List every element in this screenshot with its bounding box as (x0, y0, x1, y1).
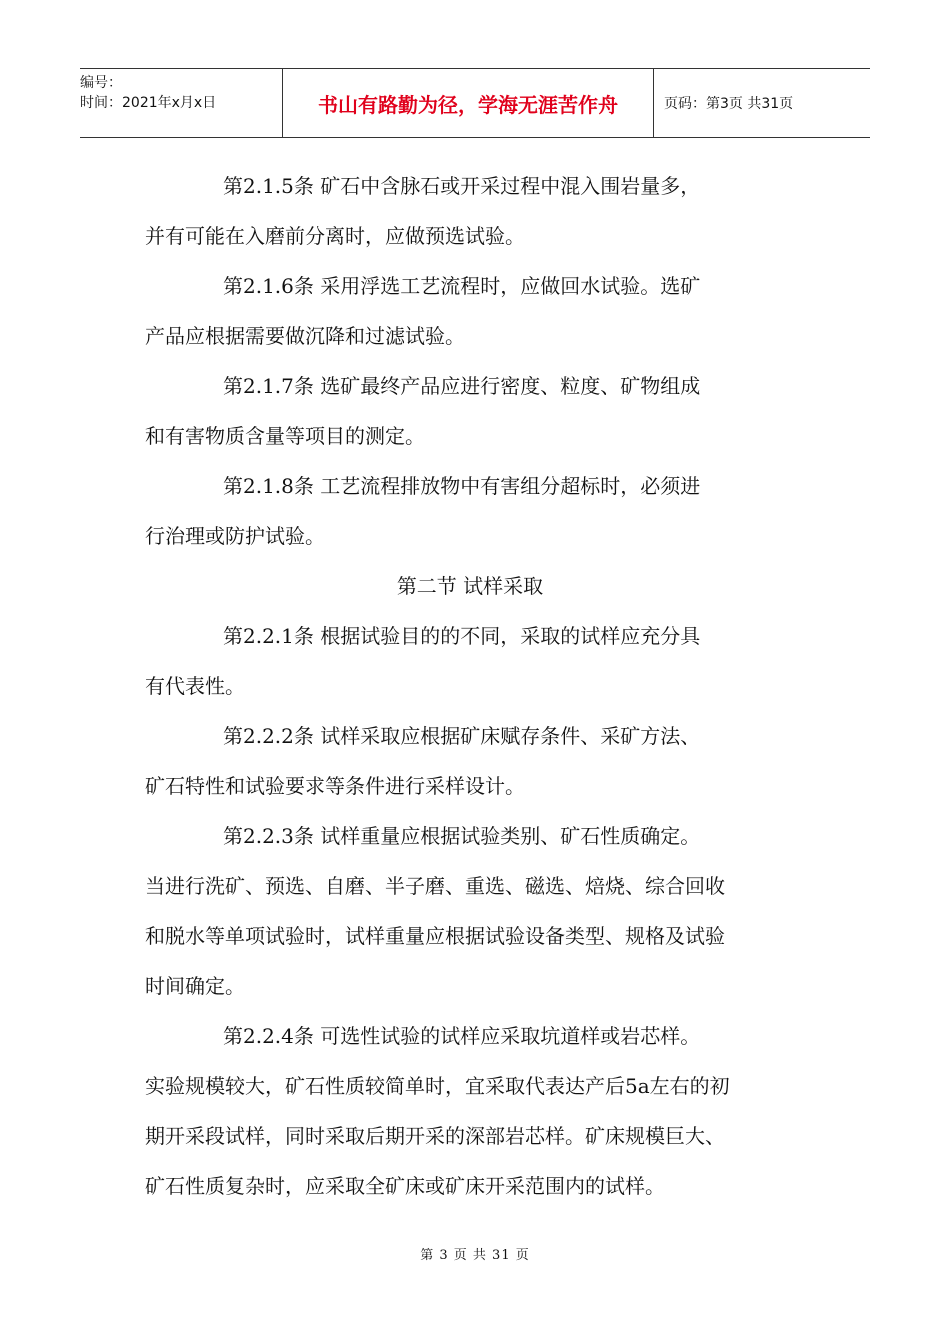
clause-2-2-3-line-4: 时间确定。 (145, 974, 245, 998)
clause-2-1-7-line-2: 和有害物质含量等项目的测定。 (145, 424, 425, 448)
clause-2-2-4-line-1: 第2.2.4条 可选性试验的试样应采取坑道样或岩芯样。 (223, 1024, 701, 1048)
header-page-info: 页码：第3页 共31页 (664, 96, 794, 112)
header-meta (80, 69, 282, 137)
clause-2-1-6-line-2: 产品应根据需要做沉降和过滤试验。 (145, 324, 465, 348)
page-header (80, 68, 870, 138)
header-motto: 书山有路勤为径，学海无涯苦作舟 (282, 69, 654, 137)
clause-2-1-7-line-1: 第2.1.7条 选矿最终产品应进行密度、粒度、矿物组成 (223, 374, 701, 398)
clause-2-1-5-line-1: 第2.1.5条 矿石中含脉石或开采过程中混入围岩量多， (223, 174, 701, 198)
clause-2-2-1-line-1: 第2.2.1条 根据试验目的的不同，采取的试样应充分具 (223, 624, 701, 648)
clause-2-2-3-line-2: 当进行洗矿、预选、自磨、半子磨、重选、磁选、焙烧、综合回收 (145, 874, 725, 898)
clause-2-2-2-line-1: 第2.2.2条 试样采取应根据矿床赋存条件、采矿方法、 (223, 724, 701, 748)
clause-2-2-4-line-4: 矿石性质复杂时，应采取全矿床或矿床开采范围内的试样。 (145, 1174, 665, 1198)
document-body (145, 161, 795, 1211)
document-date-label: 时间：2021年x月x日 (80, 95, 217, 111)
clause-2-1-5-line-2: 并有可能在入磨前分离时，应做预选试验。 (145, 224, 525, 248)
clause-2-2-4-line-3: 期开采段试样，同时采取后期开采的深部岩芯样。矿床规模巨大、 (145, 1124, 725, 1148)
clause-2-2-2-line-2: 矿石特性和试验要求等条件进行采样设计。 (145, 774, 525, 798)
clause-2-2-3-line-1: 第2.2.3条 试样重量应根据试验类别、矿石性质确定。 (223, 824, 701, 848)
clause-2-2-3-line-3: 和脱水等单项试验时，试样重量应根据试验设备类型、规格及试验 (145, 924, 725, 948)
page-footer: 第 3 页 共 31 页 (420, 1248, 530, 1263)
clause-2-1-6-line-1: 第2.1.6条 采用浮选工艺流程时，应做回水试验。选矿 (223, 274, 701, 298)
clause-2-2-4-line-2: 实验规模较大，矿石性质较简单时，宜采取代表达产后5a左右的初 (145, 1074, 730, 1098)
document-number-label: 编号： (80, 75, 122, 91)
clause-2-1-8-line-2: 行治理或防护试验。 (145, 524, 325, 548)
clause-2-2-1-line-2: 有代表性。 (145, 674, 245, 698)
clause-2-1-8-line-1: 第2.1.8条 工艺流程排放物中有害组分超标时，必须进 (223, 474, 701, 498)
section-heading: 第二节 试样采取 (396, 574, 544, 598)
